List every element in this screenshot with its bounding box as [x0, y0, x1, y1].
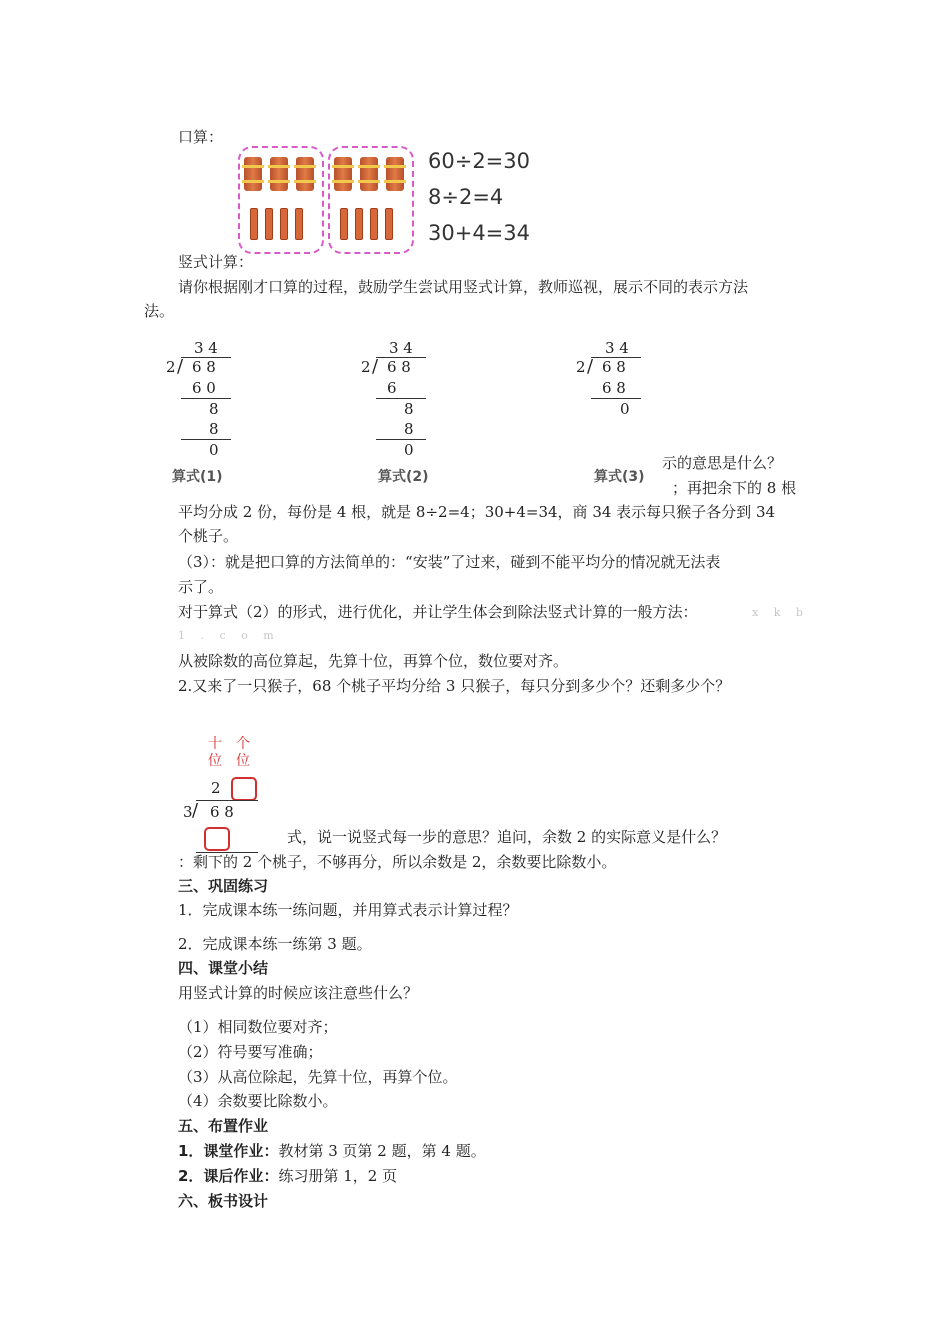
- tens-label: 十位: [208, 736, 222, 769]
- watermark-1: x k b: [752, 606, 809, 619]
- dividend: 6 8: [387, 358, 411, 376]
- explain-line-6: 示了。: [178, 578, 224, 596]
- bracket-top: [196, 800, 258, 801]
- stick-bundle-icon: [386, 157, 404, 191]
- step-3: 8: [209, 420, 219, 438]
- step-1: 6 8: [602, 379, 626, 397]
- explain-line-3: 平均分成 2 份，每份是 4 根，就是 8÷2=4；30+4=34，商 34 表示每只猴子各分到 34: [178, 503, 776, 521]
- stick-icon: [355, 208, 363, 240]
- step-1: 6 0: [192, 379, 216, 397]
- section-3-title: 三、巩固练习: [178, 877, 269, 895]
- quotient: 3 4: [605, 339, 629, 357]
- explain-line-9: 2.又来了一只猴子，68 个桃子平均分给 3 只猴子，每只分到多少个？还剩多少个？: [178, 677, 731, 695]
- homework-1: [178, 1141, 486, 1161]
- section-4-title: 四、课堂小结: [178, 959, 269, 977]
- rule: [376, 439, 426, 440]
- ones-label: 个位: [236, 736, 250, 769]
- homework-2: [178, 1166, 397, 1186]
- vertical-intro-1: 请你根据刚才口算的过程，鼓励学生尝试用竖式计算，教师巡视，展示不同的表示方法: [178, 278, 749, 296]
- stick-bundle-icon: [334, 157, 352, 191]
- oral-equation-2: 8÷2=4: [428, 185, 504, 209]
- summary-point-2: （2）符号要写准确；: [178, 1043, 323, 1061]
- summary-point-1: （1）相同数位要对齐；: [178, 1018, 338, 1036]
- explain-line-8: 从被除数的高位算起，先算十位，再算个位，数位要对齐。: [178, 652, 569, 670]
- divisor: 3: [183, 803, 193, 821]
- stick-bundle-icon: [360, 157, 378, 191]
- rule: [591, 398, 641, 399]
- quotient: 3 4: [389, 339, 413, 357]
- division-bracket: /: [372, 356, 379, 377]
- homework-1-text: 教材第 3 页第 2 题，第 4 题。: [278, 1142, 486, 1160]
- step-3: 8: [404, 420, 414, 438]
- summary-point-4: （4）余数要比除数小。: [178, 1092, 338, 1110]
- vertical-label: 竖式计算：: [178, 253, 254, 271]
- stick-bundle-icon: [244, 157, 262, 191]
- stick-icon: [280, 208, 288, 240]
- stick-bundle-icon: [296, 157, 314, 191]
- homework-2-text: 练习册第 1，2 页: [278, 1167, 398, 1185]
- watermark-2: 1 . c o m: [178, 629, 280, 642]
- step-4: 0: [209, 441, 219, 459]
- section-4-question: 用竖式计算的时候应该注意些什么？: [178, 984, 419, 1002]
- step-2: 0: [620, 400, 630, 418]
- step-2: 8: [209, 400, 219, 418]
- section-6-title: 六、板书设计: [178, 1192, 269, 1210]
- stick-bundle-icon: [270, 157, 288, 191]
- question-tail: 示的意思是什么？: [662, 454, 783, 472]
- product-box: [204, 827, 230, 851]
- rule: [181, 398, 231, 399]
- dividend: 6 8: [602, 358, 626, 376]
- rule: [376, 398, 426, 399]
- stick-icon: [340, 208, 348, 240]
- divisor: 2: [166, 358, 176, 376]
- form-caption: 算式(2): [378, 469, 429, 485]
- oral-equation-3: 30+4=34: [428, 221, 530, 245]
- oral-label: 口算：: [178, 128, 224, 146]
- stick-icon: [250, 208, 258, 240]
- division-bracket: /: [587, 356, 594, 377]
- summary-point-3: （3）从高位除起，先算十位，再算个位。: [178, 1068, 458, 1086]
- division-bracket: /: [177, 356, 184, 377]
- form-caption: 算式(3): [594, 469, 645, 485]
- vertical-intro-2: 法。: [144, 302, 175, 320]
- stick-icon: [385, 208, 393, 240]
- step-2: 8: [404, 400, 414, 418]
- division2-tail-2: ：剩下的 2 个桃子，不够再分，所以余数是 2，余数要比除数小。: [178, 853, 617, 871]
- explain-line-4: 个桃子。: [178, 527, 239, 545]
- form-caption: 算式(1): [172, 469, 223, 485]
- homework-2-label: 2．课后作业：: [178, 1167, 279, 1185]
- oral-equation-1: 60÷2=30: [428, 149, 530, 173]
- stick-icon: [370, 208, 378, 240]
- divisor: 2: [361, 358, 371, 376]
- section-3-item-1: 1．完成课本练一练问题，并用算式表示计算过程？: [178, 901, 518, 919]
- dividend: 6 8: [192, 358, 216, 376]
- step-1: 6: [387, 379, 397, 397]
- dividend: 6 8: [210, 803, 234, 821]
- division-bracket: /: [192, 800, 199, 821]
- explain-line-5: （3）：就是把口算的方法简单的：“安装”了过来，碰到不能平均分的情况就无法表: [178, 553, 721, 571]
- division2-tail-1: 式，说一说竖式每一步的意思？追问，余数 2 的实际意义是什么？: [287, 828, 727, 846]
- line2-tail: ；再把余下的 8 根: [672, 479, 797, 497]
- step-4: 0: [404, 441, 414, 459]
- explain-line-7: 对于算式（2）的形式，进行优化，并让学生体会到除法竖式计算的一般方法：: [178, 603, 698, 621]
- section-5-title: 五、布置作业: [178, 1117, 269, 1135]
- quotient-tens: 2: [211, 779, 221, 797]
- stick-icon: [265, 208, 273, 240]
- section-3-item-2: 2．完成课本练一练第 3 题。: [178, 935, 372, 953]
- quotient: 3 4: [194, 339, 218, 357]
- quotient-ones-box: [231, 777, 257, 801]
- rule: [181, 439, 231, 440]
- stick-icon: [295, 208, 303, 240]
- divisor: 2: [576, 358, 586, 376]
- homework-1-label: 1．课堂作业：: [178, 1142, 279, 1160]
